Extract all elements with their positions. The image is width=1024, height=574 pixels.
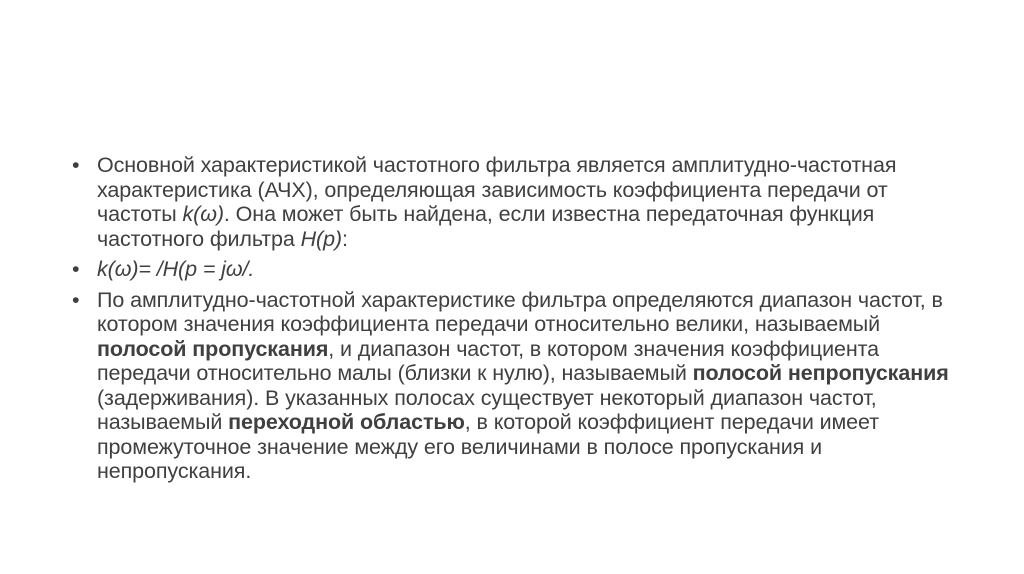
bullet-dot-icon: • — [72, 153, 80, 177]
term-stopband: полосой непропускания — [692, 361, 949, 385]
bullet-list — [70, 153, 970, 484]
bullet-item-formula — [70, 257, 970, 282]
bullet-dot-icon: • — [72, 287, 80, 312]
formula-text: k(ω)= /H(p = jω/. — [97, 257, 255, 281]
term-transition-band: переходной областью — [228, 410, 465, 434]
bullet-item-bands: • По амплитудно-частотной характеристике фильтра определяются диапазон частот, в котором значения коэффициента передачи относительно велики, называемый полосой пропускания, и диапазон частот, в котором значения коэффициента передачи относительно малы (близки к нулю), называемый полосой непропускания (задерживания). В указанных полосах существует некоторый диапазон частот, называемый переходной областью, в которой коэффициент передачи имеет промежуточное значение между его величинами в полосе пропускания и непропускания. — [72, 287, 949, 483]
term-passband: полосой пропускания — [97, 336, 329, 361]
bullet-dot-icon: • — [72, 257, 80, 281]
slide-body — [70, 153, 970, 490]
bullet-item-afc-definition: • Основной характеристикой частотного фильтра является амплитудно-частотная характеристика (АЧХ), определяющая зависимость коэффициента передачи от частоты k(ω). Она может быть найдена, если известна передаточная функция частотного фильтра H(p): — [72, 153, 897, 251]
